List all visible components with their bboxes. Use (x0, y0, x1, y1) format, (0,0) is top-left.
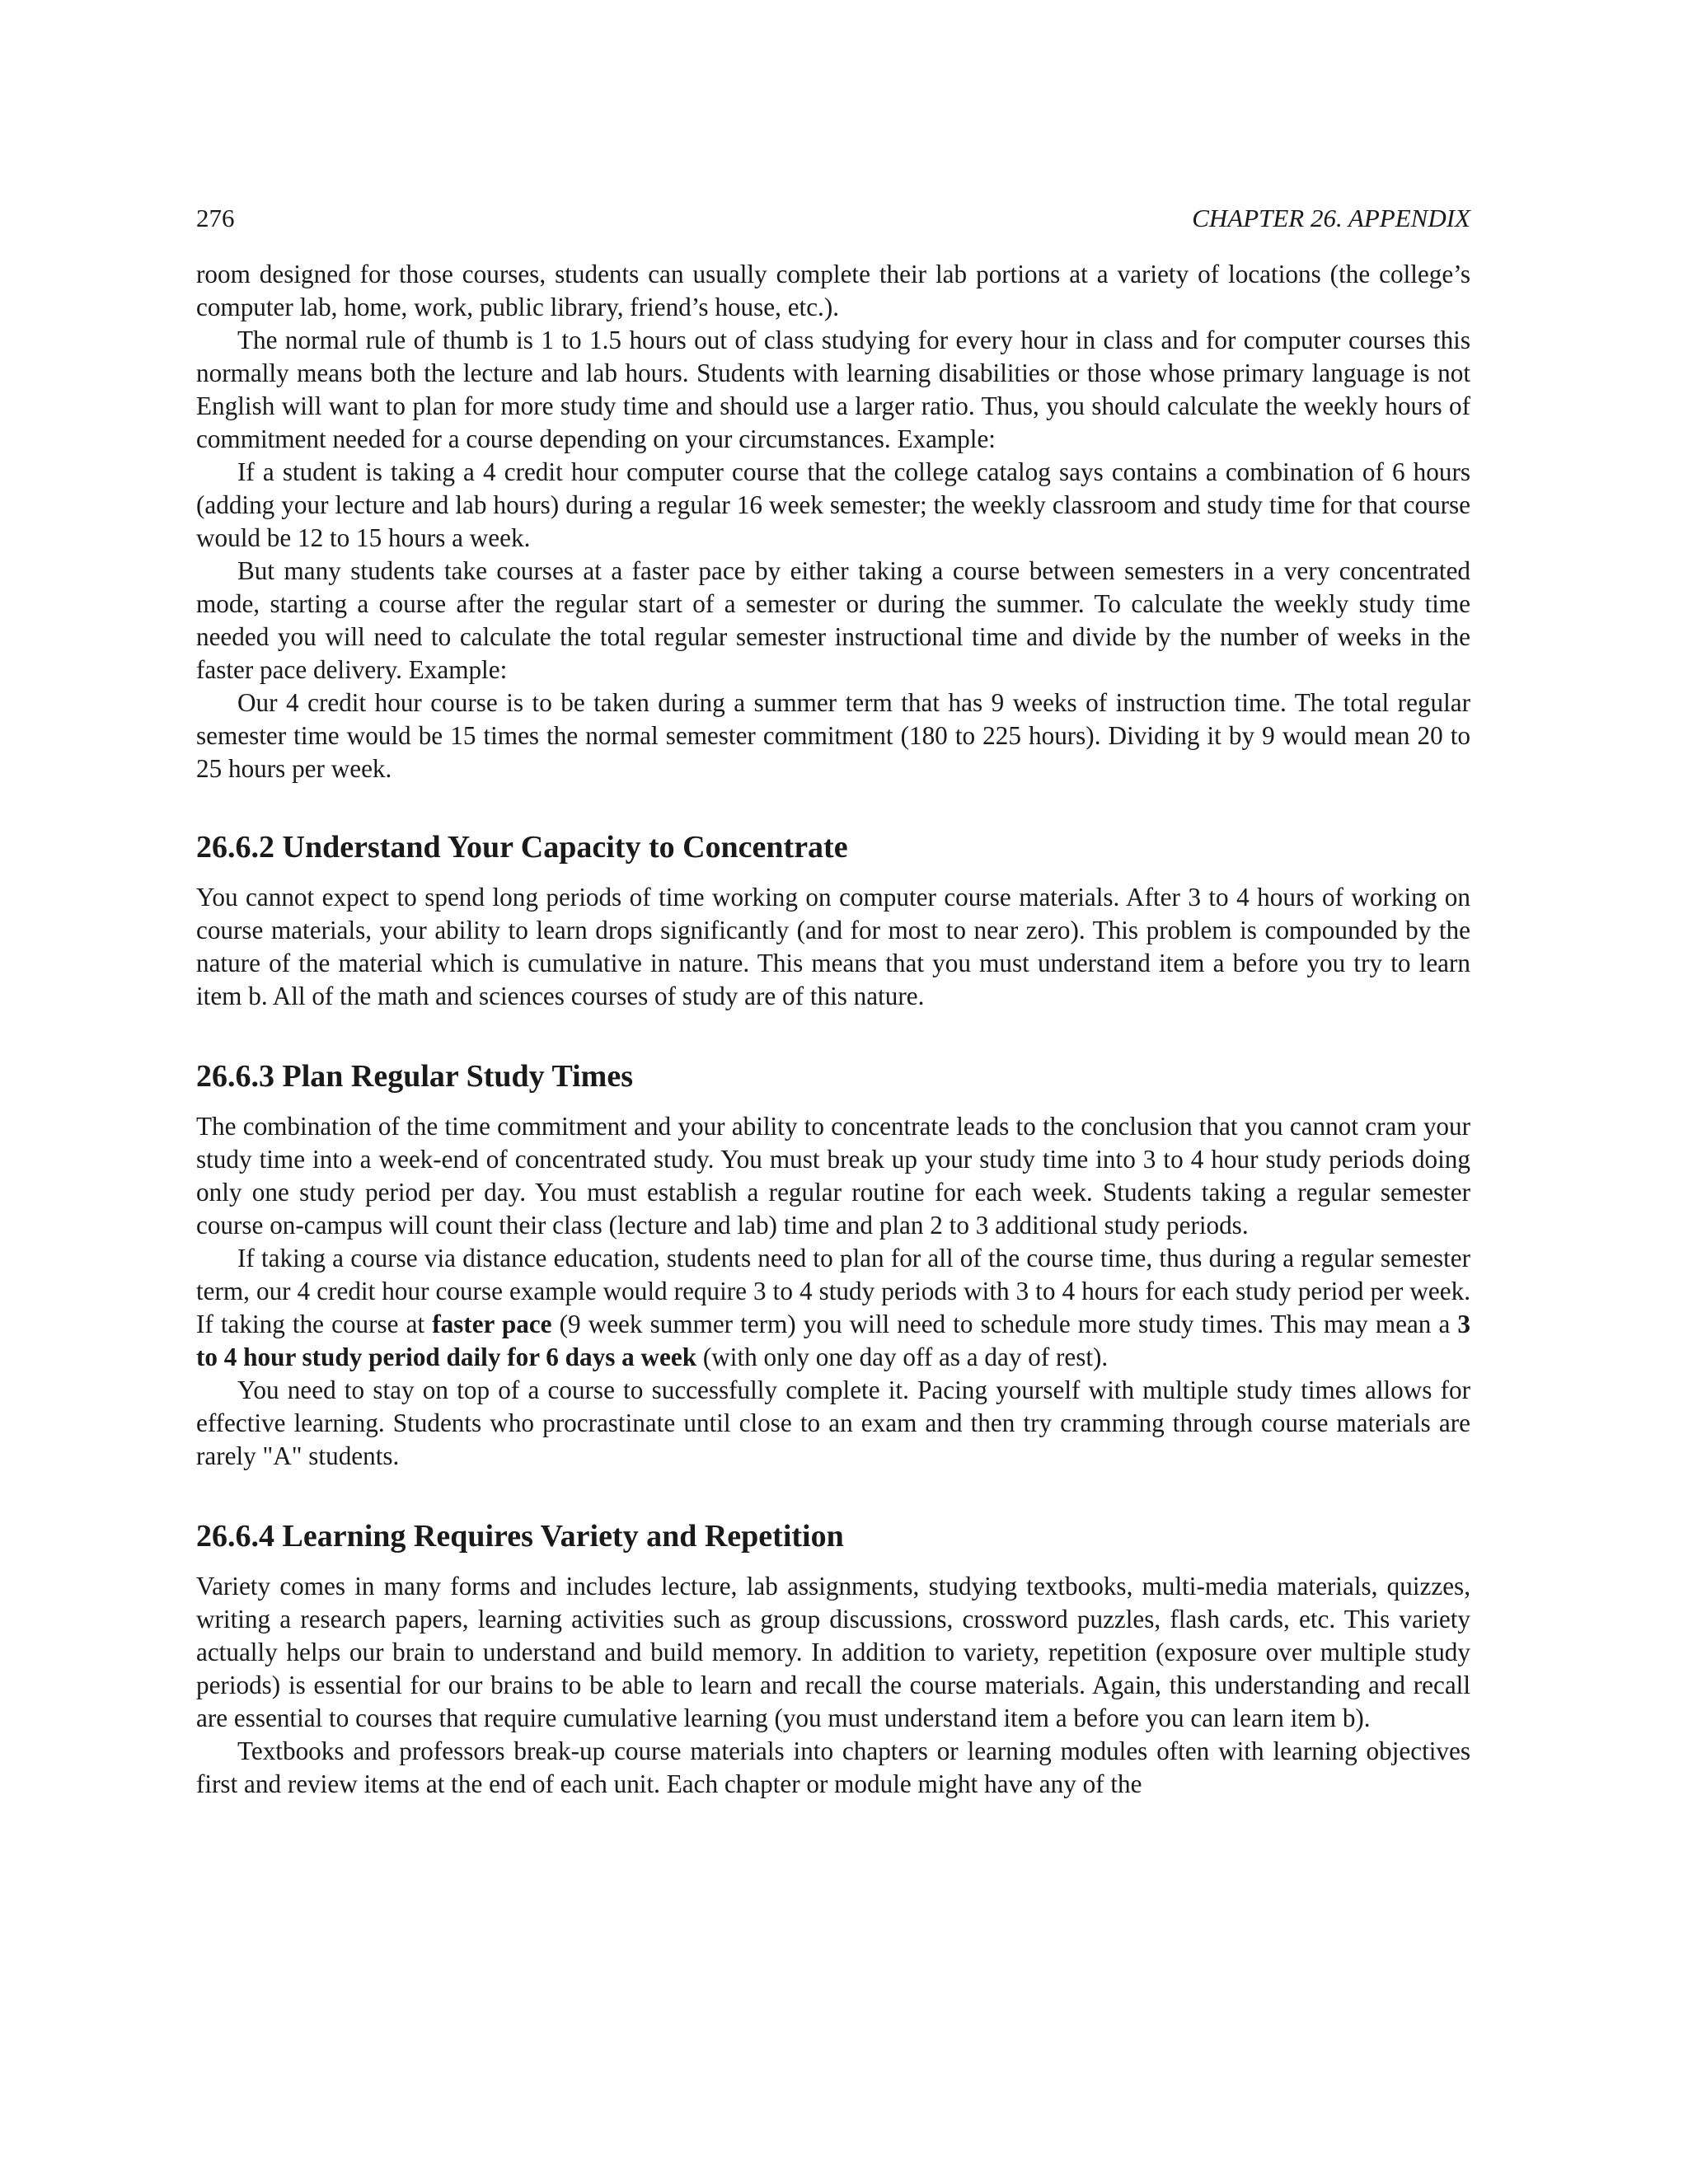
paragraph: Textbooks and professors break-up course materials into chapters or learning modules often with learning objectives first and review items at the end of each unit. Each chapter or module might have any of the (196, 1736, 1470, 1798)
page-number: 276 (196, 204, 235, 232)
paragraph: The combination of the time commitment and your ability to concentrate leads to the conclusion that you cannot cram your study time into a week-end of concentrated study. You must break up your study time into 3 to 4 hour study periods doing only one study period per day. You must establish a regular routine for each week. Students taking a regular semester course on-campus will count their class (lecture and lab) time and plan 2 to 3 additional study periods. (196, 1112, 1470, 1240)
intro-section (196, 258, 1470, 785)
section-26-6-2 (196, 828, 1470, 1013)
text-run: If taking a course via distance education, students need to plan for all of the course time, thus during a regular semester term, our 4 credit hour course example would require 3 to 4 study periods with 3 to 4 hours for each study period per week. If taking the course at (196, 1244, 1470, 1338)
chapter-title: CHAPTER 26. APPENDIX (1192, 204, 1470, 232)
paragraph: If a student is taking a 4 credit hour computer course that the college catalog says contains a combination of 6 hours (adding your lecture and lab hours) during a regular 16 week semester; the weekly classroom and study time for that course would be 12 to 15 hours a week. (196, 457, 1470, 552)
paragraph: But many students take courses at a faster pace by either taking a course between semesters in a very concentrated mode, starting a course after the regular start of a semester or during the summer. To calculate the weekly study time needed you will need to calculate the total regular semester instructional time and divide by the number of weeks in the faster pace delivery. Example: (196, 556, 1470, 684)
paragraph: You need to stay on top of a course to successfully complete it. Pacing yourself with multiple study times allows for effective learning. Students who procrastinate until close to an exam and then try cramming through course materials are rarely "A" students. (196, 1376, 1470, 1470)
section-26-6-4 (196, 1517, 1470, 1801)
paragraph: room designed for those courses, students can usually complete their lab portions at a variety of locations (the college’s computer lab, home, work, public library, friend’s house, etc.). (196, 260, 1470, 321)
section-heading: 26.6.4 Learning Requires Variety and Repetition (196, 1519, 844, 1554)
paragraph: Our 4 credit hour course is to be taken during a summer term that has 9 weeks of instruction time. The total regular semester time would be 15 times the normal semester commitment (180 to 225 hours). Dividing it by 9 would mean 20 to 25 hours per week. (196, 688, 1470, 783)
section-heading: 26.6.2 Understand Your Capacity to Concentrate (196, 830, 848, 865)
text-run: (9 week summer term) you will need to schedule more study times. This may mean a (551, 1310, 1458, 1338)
paragraph: Variety comes in many forms and includes lecture, lab assignments, studying textbooks, multi-media materials, quizzes, writing a research papers, learning activities such as group discussions, crossword puzzles, flash cards, etc. This variety actually helps our brain to understand and build memory. In addition to variety, repetition (exposure over multiple study periods) is essential for our brains to be able to learn and recall the course materials. Again, this understanding and recall are essential to courses that require cumulative learning (you must understand item a before you can learn item b). (196, 1572, 1470, 1732)
running-header (196, 202, 1470, 235)
bold-text: 3 to 4 hour study period daily for 6 days a week (196, 1310, 1470, 1371)
page-body (196, 202, 1470, 1801)
paragraph: You cannot expect to spend long periods of time working on computer course materials. After 3 to 4 hours of working on course materials, your ability to learn drops significantly (and for most to near zero). This problem is compounded by the nature of the material which is cumulative in nature. This means that you must understand item a before you try to learn item b. All of the math and sciences courses of study are of this nature. (196, 883, 1470, 1010)
section-heading: 26.6.3 Plan Regular Study Times (196, 1059, 633, 1094)
text-run: (with only one day off as a day of rest). (696, 1343, 1109, 1371)
paragraph (196, 1242, 1470, 1374)
section-26-6-3 (196, 1057, 1470, 1473)
bold-text: faster pace (432, 1310, 552, 1338)
paragraph: The normal rule of thumb is 1 to 1.5 hours out of class studying for every hour in class and for computer courses this normally means both the lecture and lab hours. Students with learning disabilities or those whose primary language is not English will want to plan for more study time and should use a larger ratio. Thus, you should calculate the weekly hours of commitment needed for a course depending on your circumstances. Example: (196, 326, 1470, 453)
